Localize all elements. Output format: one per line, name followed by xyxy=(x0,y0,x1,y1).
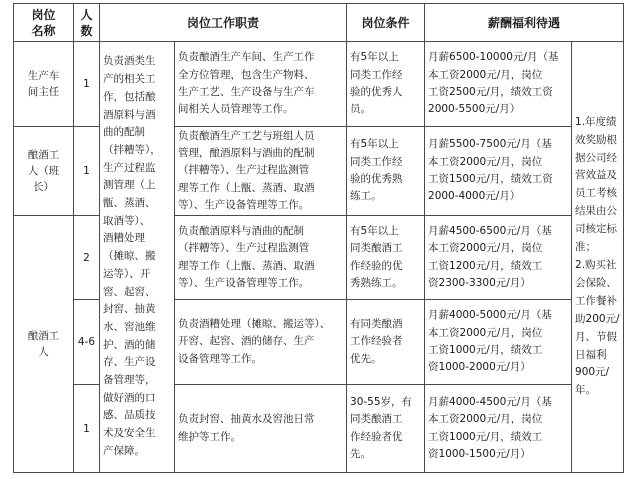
shared-duties-cell: 负责酒类生 产的相关工 作，包括酿 酒原料与酒 曲的配制 （拌糟等）， 生产过程监 测管理（上 甑、蒸酒、 取酒等）、 酒糟处理 （摊晾、搬 运等）、开 窖、起窖、 封窖、抽黄 水、窖池维 护、酒的储 存、生产设 备管理等， 做好酒的口 感、品质技 术及安全生 产保障。 xyxy=(100,42,175,473)
benefits-cell: 1.年度绩 效奖励根 据公司经 营效益及 员工考核 结果由公 司核定标 准； 2.购买社 会保险、 工作餐补 助200元/ 月、节假 日福利 900元/ 年。 xyxy=(572,42,624,473)
conditions-cell: 有5年以上 同类酿酒工 作经验的优 秀熟练工。 xyxy=(347,216,425,300)
count-cell: 4-6 xyxy=(74,300,100,385)
conditions-cell: 有同类酿酒 工作经验者 优先。 xyxy=(347,300,425,385)
duties-cell: 负责酿酒生产车间、生产工作 全方位管理，包含生产物料、 生产工艺、生产设备与生产车 间相关人员管理等工作。 xyxy=(175,42,347,127)
header-position: 岗位 名称 xyxy=(14,4,74,42)
position-cell: 生产车 间主任 xyxy=(14,42,74,127)
header-salary: 薪酬福利待遇 xyxy=(425,4,624,42)
salary-cell: 月薪6500-10000元/月（基 本工资2000元/月，岗位 工资2500元/月，绩效工资 2000-5500元/月） xyxy=(425,42,572,127)
count-cell: 1 xyxy=(74,385,100,473)
header-count: 人 数 xyxy=(74,4,100,42)
count-cell: 1 xyxy=(74,42,100,127)
header-duties: 岗位工作职责 xyxy=(100,4,347,42)
salary-cell: 月薪4000-5000元/月（基 本工资2000元/月，岗位 工资1000元/月，绩效工 资1000-2000元/月） xyxy=(425,300,572,385)
duties-cell: 负责酿酒原料与酒曲的配制 （拌糟等）、生产过程监测管 理等工作（上甑、蒸酒、取酒 等）、生产设备管理等工作。 xyxy=(175,216,347,300)
count-cell: 2 xyxy=(74,216,100,300)
duties-cell: 负责酒糟处理（摊晾、搬运等）、 开窖、起窖、酒的储存、生产 设备管理等工作。 xyxy=(175,300,347,385)
duties-cell: 负责封窖、抽黄水及窖池日常 维护等工作。 xyxy=(175,385,347,473)
header-conditions: 岗位条件 xyxy=(347,4,425,42)
duties-cell: 负责酿酒生产工艺与班组人员 管理，酿酒原料与酒曲的配制 （拌糟等）、生产过程监测管 理等工作（上甑、蒸酒、取酒 等）、生产设备管理等工作。 xyxy=(175,127,347,216)
count-cell: 1 xyxy=(74,127,100,216)
header-row xyxy=(14,4,624,42)
table-row xyxy=(14,42,624,127)
job-table xyxy=(13,3,624,473)
salary-cell: 月薪4000-4500元/月（基 本工资2000元/月，岗位 工资1000元/月，绩效工 资1000-1500元/月） xyxy=(425,385,572,473)
conditions-cell: 有5年以上 同类工作经 验的优秀熟 练工。 xyxy=(347,127,425,216)
salary-cell: 月薪5500-7500元/月（基 本工资2000元/月，岗位 工资1500元/月，绩效工资 2000-4000元/月） xyxy=(425,127,572,216)
conditions-cell: 30-55岁，有 同类酿酒工 作经验者优 先。 xyxy=(347,385,425,473)
salary-cell: 月薪4500-6500元/月（基 本工资2000元/月，岗位 工资1200元/月，绩效工 资2300-3300元/月） xyxy=(425,216,572,300)
position-cell: 酿酒工 人（班 长） xyxy=(14,127,74,216)
conditions-cell: 有5年以上 同类工作经 验的优秀人 员。 xyxy=(347,42,425,127)
position-cell: 酿酒工 人 xyxy=(14,216,74,473)
